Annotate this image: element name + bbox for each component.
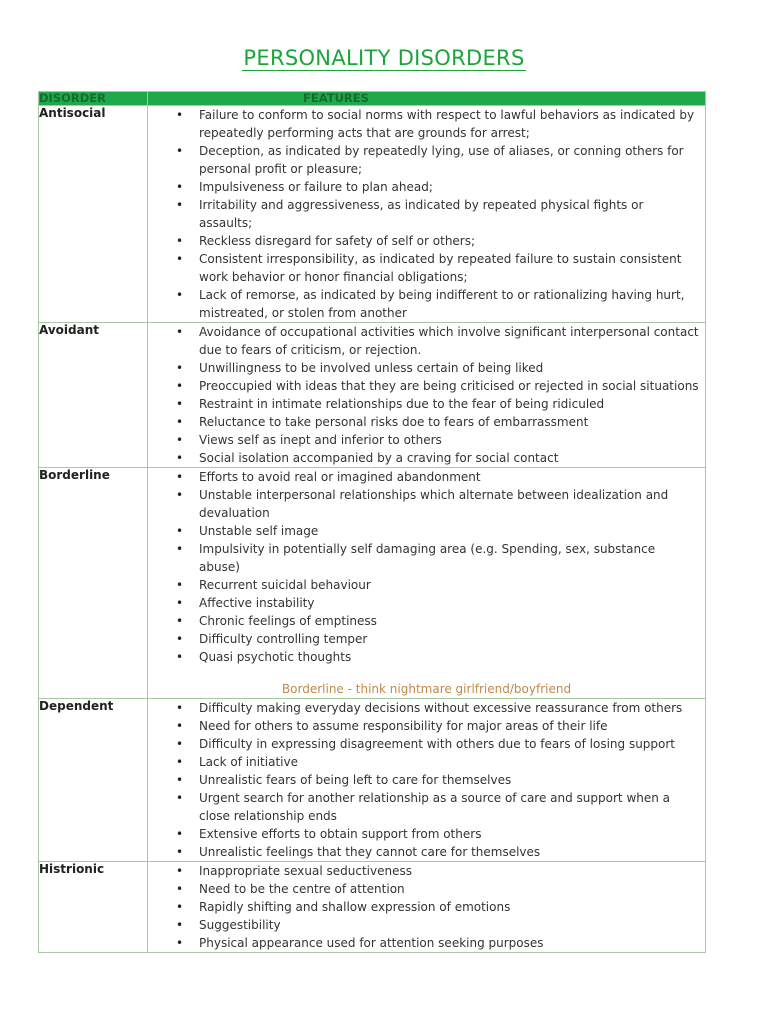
list-item: • Physical appearance used for attention seeking purposes xyxy=(148,934,705,952)
features-list xyxy=(148,323,705,467)
list-item: • Urgent search for another relationship as a source of care and support when a close relationship ends xyxy=(148,789,705,825)
list-item: • Unstable self image xyxy=(148,522,705,540)
features-list xyxy=(148,862,705,952)
list-item: • Lack of remorse, as indicated by being indifferent to or rationalizing having hurt, mistreated, or stolen from another xyxy=(148,286,705,322)
list-item: • Difficulty controlling temper xyxy=(148,630,705,648)
features-cell xyxy=(148,468,706,699)
header-disorder: DISORDER xyxy=(39,92,148,106)
list-item: • Restraint in intimate relationships due to the fear of being ridiculed xyxy=(148,395,705,413)
list-item: • Unrealistic fears of being left to care for themselves xyxy=(148,771,705,789)
disorder-name: Antisocial xyxy=(39,106,148,323)
row-note: Borderline - think nightmare girlfriend/boyfriend xyxy=(281,682,572,696)
table-row xyxy=(39,468,706,699)
list-item: • Impulsivity in potentially self damaging area (e.g. Spending, sex, substance abuse) xyxy=(148,540,705,576)
features-list xyxy=(148,468,705,666)
list-item: • Quasi psychotic thoughts xyxy=(148,648,705,666)
list-item: • Irritability and aggressiveness, as indicated by repeated physical fights or assaults; xyxy=(148,196,705,232)
list-item: • Rapidly shifting and shallow expression of emotions xyxy=(148,898,705,916)
list-item: • Difficulty making everyday decisions without excessive reassurance from others xyxy=(148,699,705,717)
table-row xyxy=(39,106,706,323)
list-item: • Consistent irresponsibility, as indicated by repeated failure to sustain consistent work behavior or honor financial obligations; xyxy=(148,250,705,286)
table-row xyxy=(39,323,706,468)
list-item: • Need for others to assume responsibility for major areas of their life xyxy=(148,717,705,735)
list-item: • Suggestibility xyxy=(148,916,705,934)
list-item: • Lack of initiative xyxy=(148,753,705,771)
disorder-name: Dependent xyxy=(39,699,148,862)
table-row xyxy=(39,862,706,953)
page-title: PERSONALITY DISORDERS xyxy=(243,46,525,70)
list-item: • Chronic feelings of emptiness xyxy=(148,612,705,630)
header-row xyxy=(39,92,706,106)
list-item: • Affective instability xyxy=(148,594,705,612)
features-cell xyxy=(148,323,706,468)
header-features: FEATURES xyxy=(148,92,706,106)
list-item: • Views self as inept and inferior to others xyxy=(148,431,705,449)
list-item: • Unwillingness to be involved unless certain of being liked xyxy=(148,359,705,377)
list-item: • Extensive efforts to obtain support from others xyxy=(148,825,705,843)
list-item: • Reluctance to take personal risks doe to fears of embarrassment xyxy=(148,413,705,431)
list-item: • Difficulty in expressing disagreement with others due to fears of losing support xyxy=(148,735,705,753)
list-item: • Social isolation accompanied by a craving for social contact xyxy=(148,449,705,467)
disorders-table xyxy=(38,91,706,953)
list-item: • Impulsiveness or failure to plan ahead; xyxy=(148,178,705,196)
list-item: • Recurrent suicidal behaviour xyxy=(148,576,705,594)
list-item: • Failure to conform to social norms with respect to lawful behaviors as indicated by repeatedly performing acts that are grounds for arrest; xyxy=(148,106,705,142)
list-item: • Need to be the centre of attention xyxy=(148,880,705,898)
features-cell xyxy=(148,106,706,323)
features-cell xyxy=(148,862,706,953)
list-item: • Preoccupied with ideas that they are being criticised or rejected in social situations xyxy=(148,377,705,395)
features-list xyxy=(148,699,705,861)
features-cell xyxy=(148,699,706,862)
disorder-name: Borderline xyxy=(39,468,148,699)
list-item: • Reckless disregard for safety of self or others; xyxy=(148,232,705,250)
disorder-name: Avoidant xyxy=(39,323,148,468)
list-item: • Efforts to avoid real or imagined abandonment xyxy=(148,468,705,486)
features-list xyxy=(148,106,705,322)
list-item: • Unrealistic feelings that they cannot care for themselves xyxy=(148,843,705,861)
list-item: • Inappropriate sexual seductiveness xyxy=(148,862,705,880)
disorder-name: Histrionic xyxy=(39,862,148,953)
list-item: • Avoidance of occupational activities which involve significant interpersonal contact due to fears of criticism, or rejection. xyxy=(148,323,705,359)
list-item: • Unstable interpersonal relationships which alternate between idealization and devaluation xyxy=(148,486,705,522)
table-row xyxy=(39,699,706,862)
list-item: • Deception, as indicated by repeatedly lying, use of aliases, or conning others for personal profit or pleasure; xyxy=(148,142,705,178)
